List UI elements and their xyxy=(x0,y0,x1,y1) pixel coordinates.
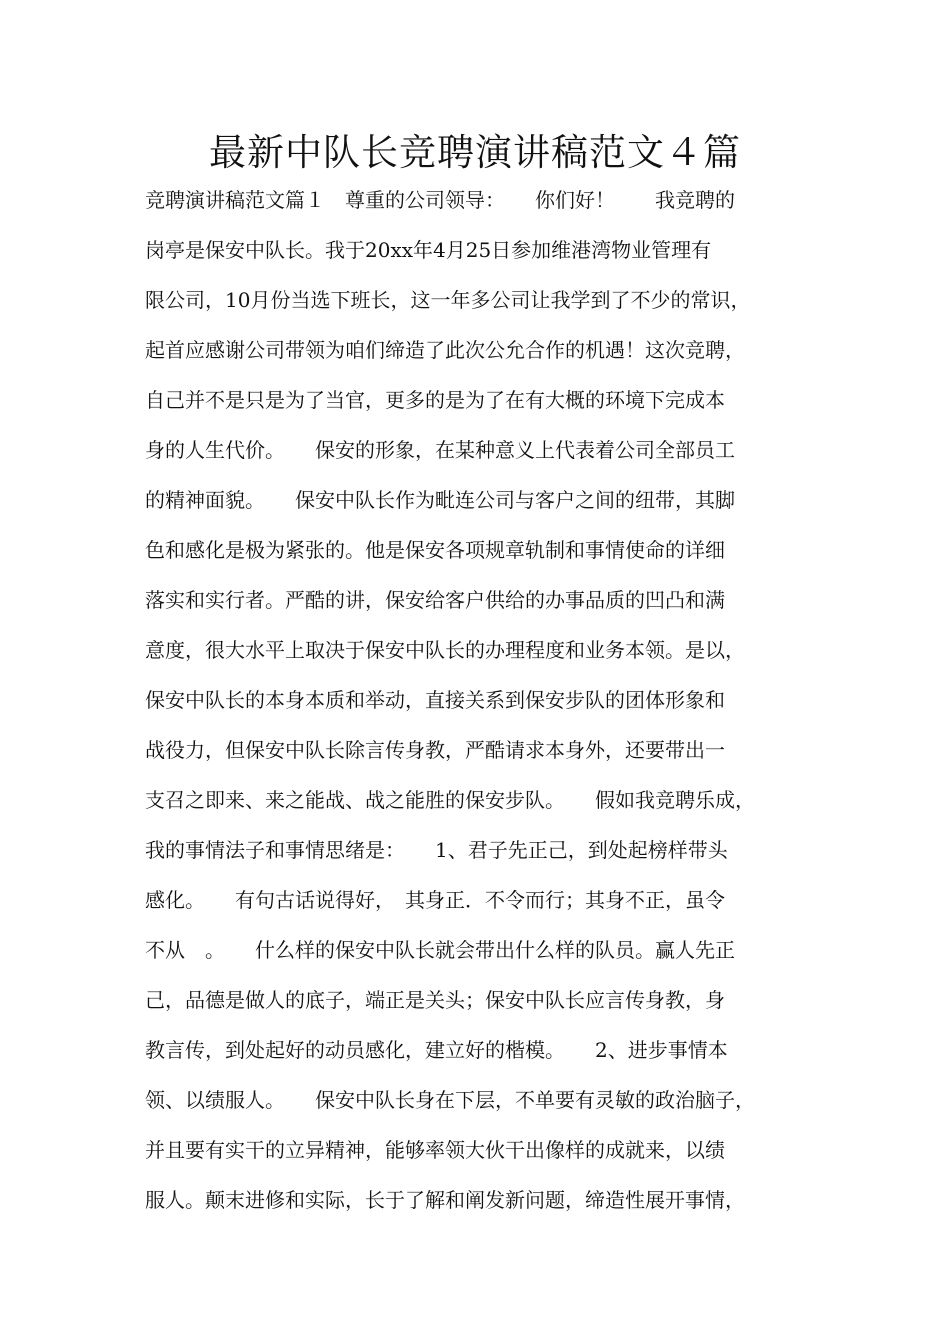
document-body xyxy=(145,180,825,1230)
body-line: 身的人生代价。 保安的形象，在某种意义上代表着公司全部员工 xyxy=(145,438,735,462)
body-line: 限公司，10月份当选下班长，这一年多公司让我学到了不少的常识， xyxy=(145,288,751,312)
body-line: 保安中队长的本身本质和举动，直接关系到保安步队的团体形象和 xyxy=(145,688,725,712)
body-line: 竞聘演讲稿范文篇１ 尊重的公司领导： 你们好！ 我竞聘的 xyxy=(145,188,735,212)
body-line: 我的事情法子和事情思绪是： 1、君子先正己，到处起榜样带头 xyxy=(145,838,728,862)
body-line: 色和感化是极为紧张的。他是保安各项规章轨制和事情使命的详细 xyxy=(145,538,725,562)
document-title: 最新中队长竞聘演讲稿范文４篇 xyxy=(209,131,741,174)
body-line: 不从 。 什么样的保安中队长就会带出什么样的队员。赢人先正 xyxy=(145,938,735,962)
body-line: 并且要有实干的立异精神，能够率领大伙干出像样的成就来，以绩 xyxy=(145,1138,725,1162)
body-line: 领、以绩服人。 保安中队长身在下层，不单要有灵敏的政治脑子， xyxy=(145,1088,755,1112)
body-line: 己，品德是做人的底子，端正是关头；保安中队长应言传身教，身 xyxy=(145,988,725,1012)
body-line: 服人。颠末进修和实际，长于了解和阐发新问题，缔造性展开事情， xyxy=(145,1188,745,1212)
body-line: 的精神面貌。 保安中队长作为毗连公司与客户之间的纽带，其脚 xyxy=(145,488,735,512)
body-line: 支召之即来、来之能战、战之能胜的保安步队。 假如我竞聘乐成， xyxy=(145,788,755,812)
body-line: 落实和实行者。严酷的讲，保安给客户供给的办事品质的凹凸和满 xyxy=(145,588,725,612)
body-line: 岗亭是保安中队长。我于20xx年4月25日参加维港湾物业管理有 xyxy=(145,238,712,262)
body-line: 感化。 有句古话说得好， 其身正．不令而行；其身不正，虽令 xyxy=(145,888,725,912)
body-line: 自己并不是只是为了当官，更多的是为了在有大概的环境下完成本 xyxy=(145,388,725,412)
body-line: 意度，很大水平上取决于保安中队长的办理程度和业务本领。是以， xyxy=(145,638,745,662)
body-line: 起首应感谢公司带领为咱们缔造了此次公允合作的机遇！这次竞聘， xyxy=(145,338,745,362)
body-line: 战役力，但保安中队长除言传身教，严酷请求本身外，还要带出一 xyxy=(145,738,725,762)
body-line: 教言传，到处起好的动员感化，建立好的楷模。 2、进步事情本 xyxy=(145,1038,728,1062)
